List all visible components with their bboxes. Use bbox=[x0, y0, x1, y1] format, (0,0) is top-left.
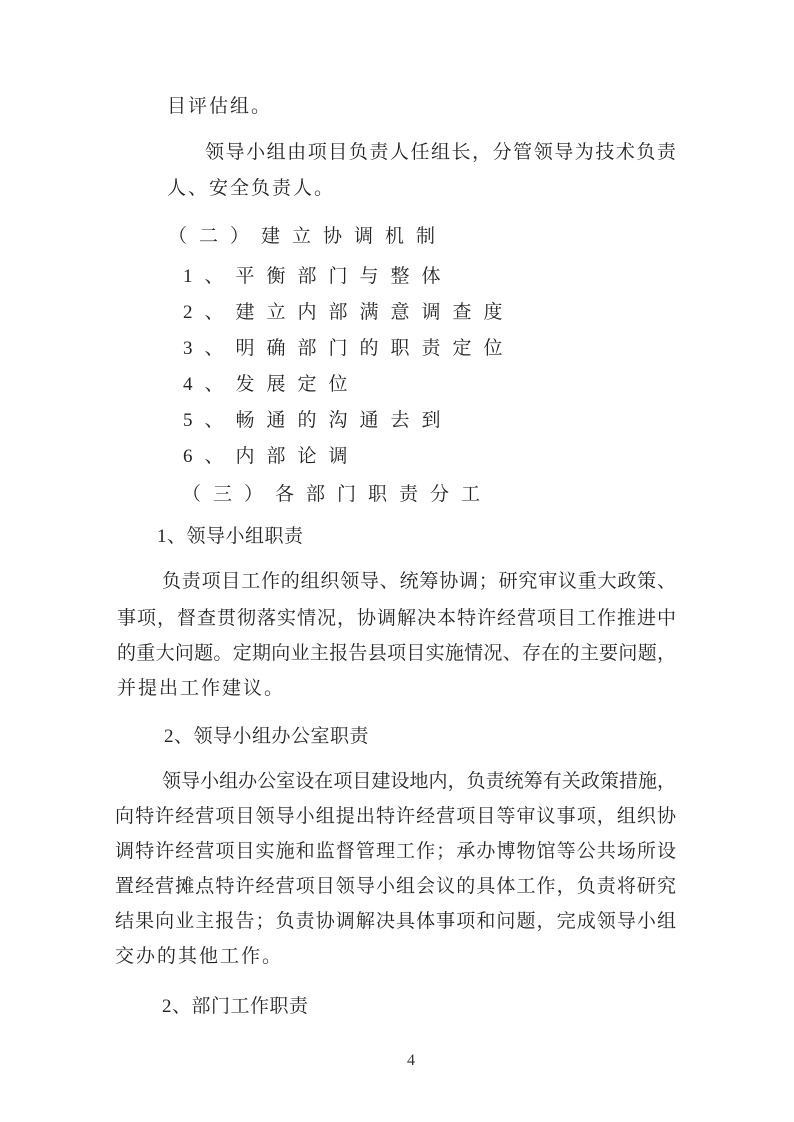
paragraph-line: 交办的其他工作。 bbox=[115, 946, 284, 967]
paragraph-line: 并提出工作建议。 bbox=[117, 678, 286, 699]
paragraph-line: 目评估组。 bbox=[167, 96, 273, 117]
sub-heading: 2、部门工作职责 bbox=[162, 996, 309, 1017]
list-item: 1、平衡部门与整体 bbox=[183, 266, 453, 287]
list-item: 6、内部论调 bbox=[183, 446, 360, 467]
section-heading: （三）各部门职责分工 bbox=[182, 484, 493, 505]
paragraph-line: 向特许经营项目领导小组提出特许经营项目等审议事项，组织协 bbox=[115, 806, 676, 827]
paragraph-line: 领导小组办公室设在项目建设地内，负责统筹有关政策措施， bbox=[162, 771, 676, 792]
paragraph-line: 领导小组由项目负责人任组长，分管领导为技术负责 bbox=[205, 142, 676, 163]
paragraph-line: 结果向业主报告；负责协调解决具体事项和问题，完成领导小组 bbox=[115, 911, 676, 932]
paragraph-line: 事项，督查贯彻落实情况，协调解决本特许经营项目工作推进中 bbox=[117, 608, 676, 629]
sub-heading: 1、领导小组职责 bbox=[157, 526, 304, 547]
paragraph-line: 调特许经营项目实施和监督管理工作；承办博物馆等公共场所设 bbox=[115, 841, 676, 862]
list-item: 5、畅通的沟通去到 bbox=[183, 410, 453, 431]
list-item: 2、建立内部满意调查度 bbox=[183, 302, 515, 323]
paragraph-line: 置经营摊点特许经营项目领导小组会议的具体工作，负责将研究 bbox=[115, 876, 676, 897]
paragraph-line: 负责项目工作的组织领导、统筹协调；研究审议重大政策、 bbox=[162, 571, 676, 592]
paragraph-line: 人、安全负责人。 bbox=[167, 178, 336, 199]
paragraph-line: 的重大问题。定期向业主报告县项目实施情况、存在的主要问题， bbox=[117, 643, 676, 664]
sub-heading: 2、领导小组办公室职责 bbox=[164, 726, 370, 747]
list-item: 4、发展定位 bbox=[183, 374, 360, 395]
page-number: 4 bbox=[407, 1052, 415, 1069]
section-heading: （二）建立协调机制 bbox=[168, 226, 448, 247]
list-item: 3、明确部门的职责定位 bbox=[183, 338, 515, 359]
